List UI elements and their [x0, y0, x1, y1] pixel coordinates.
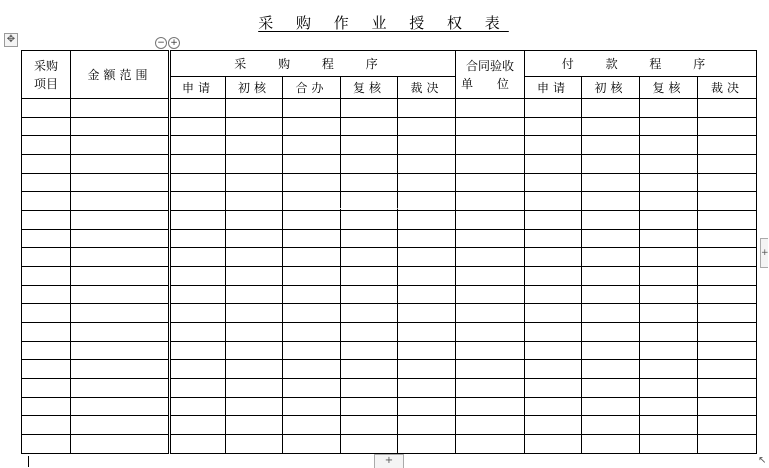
table-cell[interactable]	[640, 248, 698, 267]
table-cell[interactable]	[525, 173, 582, 192]
table-cell[interactable]	[398, 360, 456, 379]
table-cell[interactable]	[456, 304, 525, 323]
form-title: 采 购 作 业 授 权 表	[258, 14, 509, 32]
table-cell[interactable]	[582, 155, 640, 174]
table-cell[interactable]	[398, 379, 456, 398]
table-cell[interactable]	[22, 155, 71, 174]
table-cell[interactable]	[71, 211, 170, 230]
table-cell[interactable]	[226, 117, 283, 136]
table-cell[interactable]	[341, 117, 398, 136]
table-cell[interactable]	[341, 267, 398, 286]
table-cell[interactable]	[456, 360, 525, 379]
table-cell[interactable]	[640, 136, 698, 155]
table-cell[interactable]	[582, 397, 640, 416]
header-pay-decision[interactable]: 裁决	[698, 77, 757, 99]
table-cell[interactable]	[283, 248, 341, 267]
table-cell[interactable]	[698, 323, 757, 342]
table-cell[interactable]	[71, 323, 170, 342]
table-cell[interactable]	[22, 136, 71, 155]
table-cell[interactable]	[283, 229, 341, 248]
table-cell[interactable]	[22, 416, 71, 435]
table-cell[interactable]	[582, 136, 640, 155]
table-row	[22, 267, 757, 286]
table-cell[interactable]	[640, 435, 698, 454]
header-acceptance-line2: 单 位	[461, 76, 519, 91]
table-cell[interactable]	[398, 285, 456, 304]
table-cell[interactable]	[341, 304, 398, 323]
table-cell[interactable]	[456, 248, 525, 267]
table-cell[interactable]	[71, 136, 170, 155]
table-cell[interactable]	[170, 360, 226, 379]
table-cell[interactable]	[456, 397, 525, 416]
table-cell[interactable]	[456, 416, 525, 435]
table-cell[interactable]	[226, 229, 283, 248]
table-cell[interactable]	[71, 435, 170, 454]
table-cell[interactable]	[22, 117, 71, 136]
table-cell[interactable]	[456, 211, 525, 230]
table-cell[interactable]	[525, 99, 582, 118]
table-cell[interactable]	[698, 397, 757, 416]
table-cell[interactable]	[698, 136, 757, 155]
table-cell[interactable]	[582, 173, 640, 192]
table-cell[interactable]	[582, 248, 640, 267]
table-cell[interactable]	[22, 211, 71, 230]
table-cell[interactable]	[283, 397, 341, 416]
table-cell[interactable]	[698, 285, 757, 304]
table-cell[interactable]	[456, 435, 525, 454]
table-cell[interactable]	[698, 379, 757, 398]
table-cell[interactable]	[71, 267, 170, 286]
table-cell[interactable]	[341, 323, 398, 342]
table-cell[interactable]	[283, 155, 341, 174]
table-cell[interactable]	[456, 229, 525, 248]
table-cell[interactable]	[640, 173, 698, 192]
table-cell[interactable]	[582, 435, 640, 454]
table-cell[interactable]	[640, 379, 698, 398]
table-cell[interactable]	[283, 99, 341, 118]
table-cell[interactable]	[22, 379, 71, 398]
table-cell[interactable]	[640, 267, 698, 286]
table-cell[interactable]	[71, 229, 170, 248]
move-table-icon[interactable]: ✥	[4, 33, 18, 47]
table-cell[interactable]	[525, 192, 582, 211]
header-pay-initial-review[interactable]: 初核	[582, 77, 640, 99]
table-cell[interactable]	[226, 285, 283, 304]
table-row	[22, 117, 757, 136]
table-cell[interactable]	[582, 192, 640, 211]
table-cell[interactable]	[170, 285, 226, 304]
table-cell[interactable]	[283, 136, 341, 155]
add-row-side-icon[interactable]: +	[760, 238, 768, 268]
table-cell[interactable]	[22, 285, 71, 304]
table-cell[interactable]	[22, 192, 71, 211]
header-row-1	[22, 51, 757, 77]
table-cell[interactable]	[582, 341, 640, 360]
table-cell[interactable]	[525, 397, 582, 416]
table-cell[interactable]	[398, 229, 456, 248]
table-cell[interactable]	[341, 173, 398, 192]
table-cell[interactable]	[398, 155, 456, 174]
table-cell[interactable]	[582, 117, 640, 136]
table-cell[interactable]	[71, 360, 170, 379]
table-cell[interactable]	[398, 341, 456, 360]
table-cell[interactable]	[71, 379, 170, 398]
table-cell[interactable]	[170, 117, 226, 136]
table-cell[interactable]	[640, 211, 698, 230]
table-cell[interactable]	[398, 304, 456, 323]
header-proc-initial-review[interactable]: 初核	[226, 77, 283, 99]
table-cell[interactable]	[525, 267, 582, 286]
authorization-table	[21, 50, 757, 454]
table-row	[22, 397, 757, 416]
header-payment-procedure[interactable]: 付 款 程 序	[525, 51, 757, 77]
add-row-icon[interactable]: +	[374, 454, 404, 468]
table-cell[interactable]	[283, 323, 341, 342]
header-procurement-item-line1: 采购	[33, 58, 58, 73]
table-cell[interactable]	[456, 379, 525, 398]
table-cell[interactable]	[226, 397, 283, 416]
table-cell[interactable]	[170, 323, 226, 342]
table-cell[interactable]	[71, 248, 170, 267]
table-cell[interactable]	[582, 211, 640, 230]
table-cell[interactable]	[71, 155, 170, 174]
table-cell[interactable]	[22, 267, 71, 286]
table-cell[interactable]	[582, 360, 640, 379]
table-cell[interactable]	[640, 229, 698, 248]
table-cell[interactable]	[283, 267, 341, 286]
table-cell[interactable]	[170, 136, 226, 155]
table-cell[interactable]	[698, 341, 757, 360]
table-cell[interactable]	[170, 229, 226, 248]
table-cell[interactable]	[283, 211, 341, 230]
table-cell[interactable]	[640, 99, 698, 118]
table-cell[interactable]	[398, 173, 456, 192]
table-row	[22, 248, 757, 267]
table-cell[interactable]	[283, 416, 341, 435]
header-acceptance-line1: 合同验收	[465, 58, 514, 73]
table-row	[22, 435, 757, 454]
table-cell[interactable]	[71, 397, 170, 416]
table-cell[interactable]	[456, 323, 525, 342]
table-cell[interactable]	[341, 136, 398, 155]
table-row	[22, 285, 757, 304]
table-cell[interactable]	[226, 416, 283, 435]
table-cell[interactable]	[226, 435, 283, 454]
table-cell[interactable]	[456, 136, 525, 155]
table-cell[interactable]	[525, 304, 582, 323]
table-cell[interactable]	[698, 173, 757, 192]
table-cell[interactable]	[226, 211, 283, 230]
table-cell[interactable]	[283, 341, 341, 360]
table-cell[interactable]	[525, 360, 582, 379]
table-cell[interactable]	[71, 304, 170, 323]
header-contract-acceptance-unit[interactable]	[456, 51, 525, 99]
table-cell[interactable]	[283, 304, 341, 323]
table-cell[interactable]	[698, 304, 757, 323]
header-proc-joint[interactable]: 合办	[283, 77, 341, 99]
table-cell[interactable]	[456, 341, 525, 360]
table-cell[interactable]	[341, 285, 398, 304]
table-cell[interactable]	[170, 341, 226, 360]
table-cell[interactable]	[698, 267, 757, 286]
table-cell[interactable]	[525, 155, 582, 174]
table-cell[interactable]	[226, 136, 283, 155]
table-cell[interactable]	[283, 360, 341, 379]
table-cell[interactable]	[22, 248, 71, 267]
table-cell[interactable]	[398, 267, 456, 286]
header-procurement-procedure[interactable]: 采 购 程 序	[170, 51, 456, 77]
table-cell[interactable]	[698, 248, 757, 267]
selection-dash-mark	[318, 208, 450, 209]
table-cell[interactable]	[22, 323, 71, 342]
table-cell[interactable]	[698, 211, 757, 230]
table-row	[22, 99, 757, 118]
table-cell[interactable]	[582, 267, 640, 286]
header-proc-recheck[interactable]: 复核	[341, 77, 398, 99]
table-cell[interactable]	[170, 155, 226, 174]
table-cell[interactable]	[226, 304, 283, 323]
table-cell[interactable]	[341, 99, 398, 118]
table-cell[interactable]	[283, 379, 341, 398]
table-cell[interactable]	[698, 117, 757, 136]
table-cell[interactable]	[582, 323, 640, 342]
table-cell[interactable]	[226, 248, 283, 267]
table-cell[interactable]	[456, 192, 525, 211]
table-cell[interactable]	[226, 323, 283, 342]
table-cell[interactable]	[640, 117, 698, 136]
table-cell[interactable]	[698, 416, 757, 435]
table-cell[interactable]	[525, 416, 582, 435]
table-cell[interactable]	[640, 397, 698, 416]
table-cell[interactable]	[582, 379, 640, 398]
table-cell[interactable]	[22, 229, 71, 248]
table-cell[interactable]	[525, 136, 582, 155]
table-cell[interactable]	[398, 248, 456, 267]
table-cell[interactable]	[22, 341, 71, 360]
table-row	[22, 323, 757, 342]
table-cell[interactable]	[640, 155, 698, 174]
table-cell[interactable]	[226, 360, 283, 379]
table-cell[interactable]	[341, 397, 398, 416]
table-row	[22, 136, 757, 155]
table-cell[interactable]	[640, 285, 698, 304]
table-cell[interactable]	[341, 341, 398, 360]
table-cell[interactable]	[341, 360, 398, 379]
table-cell[interactable]	[640, 341, 698, 360]
table-cell[interactable]	[226, 267, 283, 286]
table-cell[interactable]	[226, 155, 283, 174]
table-cell[interactable]	[525, 117, 582, 136]
table-cell[interactable]	[71, 341, 170, 360]
header-proc-decision[interactable]: 裁决	[398, 77, 456, 99]
table-cell[interactable]	[640, 323, 698, 342]
table-cell[interactable]	[283, 285, 341, 304]
header-pay-recheck[interactable]: 复核	[640, 77, 698, 99]
table-cell[interactable]	[582, 304, 640, 323]
table-cell[interactable]	[525, 248, 582, 267]
table-cell[interactable]	[698, 155, 757, 174]
table-row	[22, 211, 757, 230]
table-cell[interactable]	[640, 360, 698, 379]
table-cell[interactable]	[170, 192, 226, 211]
table-cell[interactable]	[582, 229, 640, 248]
table-cell[interactable]	[456, 99, 525, 118]
table-cell[interactable]	[525, 379, 582, 398]
header-proc-apply[interactable]: 申请	[170, 77, 226, 99]
table-cell[interactable]	[170, 248, 226, 267]
table-cell[interactable]	[226, 192, 283, 211]
table-cell[interactable]	[283, 435, 341, 454]
table-cell[interactable]	[398, 211, 456, 230]
table-cell[interactable]	[456, 173, 525, 192]
table-cell[interactable]	[170, 211, 226, 230]
table-cell[interactable]	[456, 155, 525, 174]
table-cell[interactable]	[226, 173, 283, 192]
table-cell[interactable]	[71, 173, 170, 192]
table-cell[interactable]	[341, 229, 398, 248]
table-cell[interactable]	[698, 229, 757, 248]
table-cell[interactable]	[341, 379, 398, 398]
table-cell[interactable]	[170, 435, 226, 454]
minus-circle-icon[interactable]: −	[155, 37, 167, 49]
table-row	[22, 341, 757, 360]
table-cell[interactable]	[456, 117, 525, 136]
table-cell[interactable]	[640, 192, 698, 211]
table-cell[interactable]	[226, 379, 283, 398]
table-cell[interactable]	[170, 304, 226, 323]
table-cell[interactable]	[398, 136, 456, 155]
table-cell[interactable]	[640, 416, 698, 435]
table-cell[interactable]	[226, 99, 283, 118]
table-cell[interactable]	[341, 248, 398, 267]
table-cell[interactable]	[71, 416, 170, 435]
table-cell[interactable]	[398, 323, 456, 342]
table-cell[interactable]	[398, 435, 456, 454]
table-cell[interactable]	[283, 173, 341, 192]
table-cell[interactable]	[582, 285, 640, 304]
table-cell[interactable]	[71, 285, 170, 304]
table-cell[interactable]	[456, 285, 525, 304]
table-row	[22, 155, 757, 174]
table-cell[interactable]	[170, 173, 226, 192]
table-cell[interactable]	[698, 99, 757, 118]
table-cell[interactable]	[525, 285, 582, 304]
table-cell[interactable]	[341, 435, 398, 454]
table-cell[interactable]	[456, 267, 525, 286]
resize-corner-icon[interactable]: ↖	[758, 455, 767, 466]
table-cell[interactable]	[22, 304, 71, 323]
table-row	[22, 173, 757, 192]
table-cell[interactable]	[170, 379, 226, 398]
table-cell[interactable]	[698, 435, 757, 454]
table-cell[interactable]	[170, 267, 226, 286]
table-cell[interactable]	[283, 117, 341, 136]
table-cell[interactable]	[525, 435, 582, 454]
table-cell[interactable]	[341, 211, 398, 230]
table-cell[interactable]	[22, 435, 71, 454]
table-row	[22, 304, 757, 323]
table-cell[interactable]	[698, 192, 757, 211]
column-tools	[155, 37, 181, 49]
header-amount-range[interactable]: 金额范围	[71, 51, 170, 99]
table-cell[interactable]	[71, 192, 170, 211]
table-row	[22, 416, 757, 435]
table-cell[interactable]	[22, 173, 71, 192]
table-cell[interactable]	[22, 99, 71, 118]
header-procurement-item[interactable]	[22, 51, 71, 99]
table-cell[interactable]	[525, 341, 582, 360]
header-procurement-item-line2: 项目	[33, 76, 58, 91]
header-pay-apply[interactable]: 申请	[525, 77, 582, 99]
table-cell[interactable]	[341, 155, 398, 174]
plus-circle-icon[interactable]: +	[168, 37, 180, 49]
table-cell[interactable]	[71, 117, 170, 136]
table-cell[interactable]	[698, 360, 757, 379]
table-cell[interactable]	[170, 397, 226, 416]
table-cell[interactable]	[398, 397, 456, 416]
table-cell[interactable]	[71, 99, 170, 118]
table-row	[22, 229, 757, 248]
table-cell[interactable]	[170, 99, 226, 118]
table-cell[interactable]	[525, 229, 582, 248]
table-cell[interactable]	[226, 341, 283, 360]
table-row	[22, 360, 757, 379]
table-cell[interactable]	[525, 323, 582, 342]
table-cell[interactable]	[398, 99, 456, 118]
table-cell[interactable]	[341, 416, 398, 435]
table-cell[interactable]	[582, 416, 640, 435]
table-cell[interactable]	[582, 99, 640, 118]
table-cell[interactable]	[398, 117, 456, 136]
table-cell[interactable]	[22, 397, 71, 416]
table-cell[interactable]	[525, 211, 582, 230]
table-cell[interactable]	[22, 360, 71, 379]
table-cell[interactable]	[170, 416, 226, 435]
table-cell[interactable]	[640, 304, 698, 323]
text-cursor	[28, 456, 29, 467]
table-cell[interactable]	[398, 416, 456, 435]
table-row	[22, 379, 757, 398]
